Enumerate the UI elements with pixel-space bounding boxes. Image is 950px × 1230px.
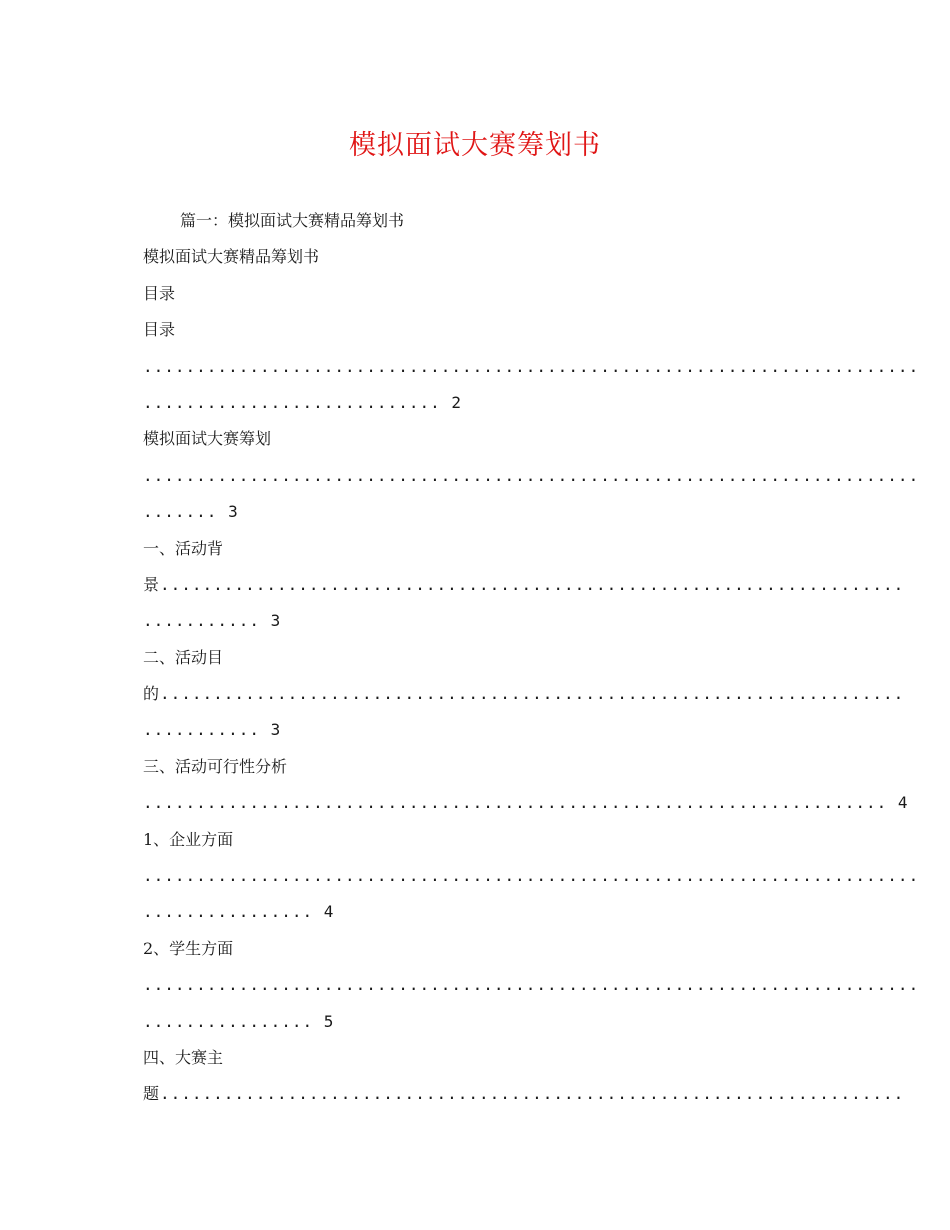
document-title: 模拟面试大赛筹划书 bbox=[349, 130, 601, 161]
toc-entry-label: 目录 bbox=[143, 320, 176, 340]
toc-entry-label: 模拟面试大赛筹划 bbox=[143, 429, 272, 449]
toc-leader-page: ...................................................................... 4 bbox=[143, 793, 909, 813]
toc-leader-page: ................ 5 bbox=[143, 1011, 335, 1031]
toc-heading: 模拟面试大赛精品筹划书 bbox=[143, 247, 320, 267]
toc-label: 目录 bbox=[143, 283, 176, 303]
toc-entry-label: 1、企业方面 bbox=[143, 829, 234, 849]
toc-leader: 景...................................................................... bbox=[143, 574, 905, 594]
toc-leader-page: ................ 4 bbox=[143, 902, 335, 922]
section-heading: 篇一：模拟面试大赛精品筹划书 bbox=[180, 211, 405, 230]
toc-entry-label: 三、活动可行性分析 bbox=[143, 756, 288, 776]
toc-entry-label: 二、活动目 bbox=[143, 647, 224, 667]
toc-entry-label: 四、大赛主 bbox=[143, 1047, 224, 1067]
toc-entry-label: 2、学生方面 bbox=[143, 938, 234, 958]
toc-leader: 题...................................................................... bbox=[143, 1084, 905, 1104]
toc-leader-page: ....... 3 bbox=[143, 502, 239, 522]
toc-leader: ......................................................................... bbox=[143, 975, 920, 995]
toc-leader-page: ............................ 2 bbox=[143, 392, 462, 412]
toc-leader: ......................................................................... bbox=[143, 866, 920, 886]
toc-leader-page: ........... 3 bbox=[143, 611, 282, 631]
toc-leader-page: ........... 3 bbox=[143, 720, 282, 740]
toc-leader: 的...................................................................... bbox=[143, 684, 905, 704]
toc-leader: ......................................................................... bbox=[143, 356, 920, 376]
toc-leader: ......................................................................... bbox=[143, 465, 920, 485]
toc-entry-label: 一、活动背 bbox=[143, 538, 224, 558]
toc-content bbox=[143, 203, 920, 1113]
